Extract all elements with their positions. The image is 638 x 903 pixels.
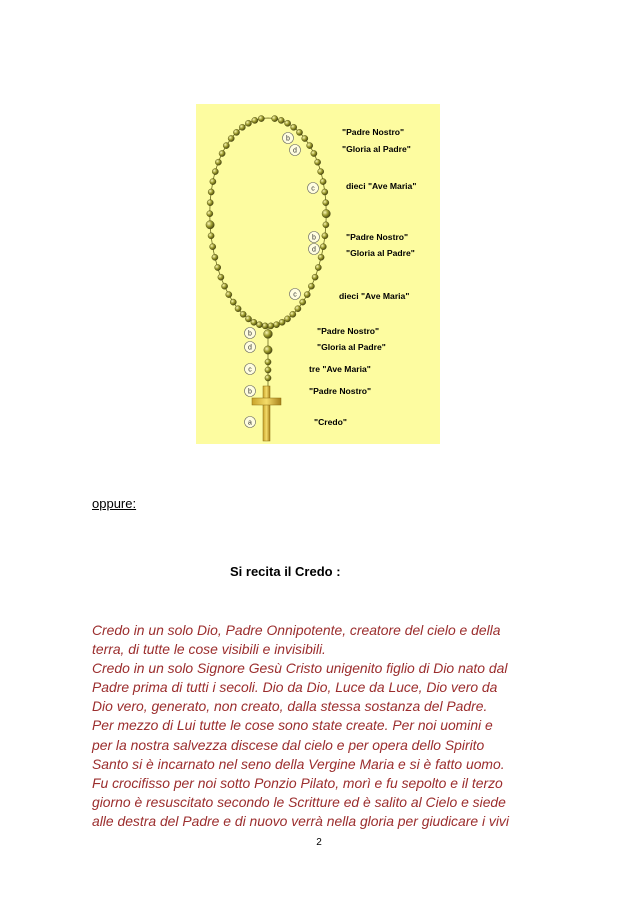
ave-maria-bead [210, 179, 216, 185]
label-padre-nostro-1: "Padre Nostro" [342, 127, 405, 137]
prayer-line: Credo in un solo Signore Gesù Cristo unigenito figlio di Dio nato dal [92, 660, 508, 677]
ave-maria-bead [230, 299, 236, 305]
ave-maria-bead [262, 323, 268, 329]
prayer-line: terra, di tutte le cose visibili e invisibili. [92, 641, 326, 658]
marker-label: d [293, 147, 297, 155]
ave-maria-bead [208, 233, 214, 239]
marker-label: b [312, 234, 316, 242]
prayer-line: Credo in un solo Dio, Padre Onnipotente, creatore del cielo e della [92, 622, 501, 638]
ave-maria-bead [212, 254, 218, 260]
marker-b [245, 386, 256, 397]
marker-label: c [311, 185, 315, 193]
prayer-line: Padre prima di tutti i secoli. Dio da Dio, Luce da Luce, Dio vero da [92, 679, 498, 696]
marker-label: d [312, 246, 316, 254]
ave-maria-bead [258, 116, 264, 122]
ave-maria-bead [315, 264, 321, 270]
ave-maria-bead [215, 264, 221, 270]
prayer-line: alle destra del Padre e di nuovo verrà nella gloria per giudicare i vivi [92, 812, 509, 829]
label-tre-ave-maria: tre "Ave Maria" [309, 364, 371, 374]
prayer-line: Fu crocifisso per noi sotto Ponzio Pilato, morì e fu sepolto e il terzo [92, 774, 503, 791]
marker-d [245, 342, 256, 353]
marker-label: c [293, 291, 297, 299]
ave-maria-bead [212, 169, 218, 175]
ave-maria-bead [265, 367, 271, 373]
ave-maria-bead [311, 150, 317, 156]
marker-label: b [286, 135, 290, 143]
ave-maria-bead [252, 117, 258, 123]
ave-maria-bead [295, 306, 301, 312]
prayer-line: Per mezzo di Lui tutte le cose sono state create. Per noi uomini e [92, 717, 493, 734]
marker-label: c [248, 366, 252, 374]
ave-maria-bead [265, 375, 271, 381]
label-dieci-ave-maria-2: dieci "Ave Maria" [339, 291, 410, 301]
ave-maria-bead [222, 283, 228, 289]
crucifix-icon [252, 386, 281, 441]
ave-maria-bead [291, 124, 297, 130]
prayer-line: Dio vero, generato, non creato, dalla stessa sostanza del Padre. [92, 698, 488, 715]
ave-maria-bead [215, 159, 221, 165]
ave-maria-bead [290, 311, 296, 317]
prayer-line: per la nostra salvezza discese dal cielo e per opera dello Spirito [92, 736, 485, 753]
ave-maria-bead [302, 135, 308, 141]
ave-maria-bead [207, 200, 213, 206]
ave-maria-bead [219, 150, 225, 156]
ave-maria-bead [278, 117, 284, 123]
ave-maria-bead [223, 143, 229, 149]
label-credo: "Credo" [314, 417, 347, 427]
marker-label: b [248, 330, 252, 338]
ave-maria-bead [323, 200, 329, 206]
marker-d [290, 145, 301, 156]
label-gloria-al-padre-1: "Gloria al Padre" [342, 144, 411, 154]
ave-maria-bead [208, 189, 214, 195]
ave-maria-bead [307, 143, 313, 149]
page-number: 2 [316, 837, 322, 848]
prayer-line: giorno è resuscitato secondo le Scritture ed è salito al Cielo e siede [92, 793, 506, 810]
label-padre-nostro-3: "Padre Nostro" [317, 326, 380, 336]
ave-maria-bead [233, 129, 239, 135]
ave-maria-bead [265, 359, 271, 365]
ave-maria-bead [312, 274, 318, 280]
ave-maria-bead [315, 159, 321, 165]
ave-maria-bead [320, 244, 326, 250]
ave-maria-bead [268, 323, 274, 329]
ave-maria-bead [239, 124, 245, 130]
ave-maria-bead [296, 129, 302, 135]
ave-maria-bead [318, 169, 324, 175]
ave-maria-bead [228, 135, 234, 141]
marker-b [245, 328, 256, 339]
label-gloria-al-padre-3: "Gloria al Padre" [317, 342, 386, 352]
padre-nostro-bead [264, 346, 272, 354]
padre-nostro-bead [322, 210, 330, 218]
marker-b [283, 133, 294, 144]
rosary-diagram [196, 104, 440, 444]
ave-maria-bead [235, 306, 241, 312]
marker-d [309, 244, 320, 255]
ave-maria-bead [226, 292, 232, 298]
ave-maria-bead [320, 179, 326, 185]
ave-maria-bead [245, 316, 251, 322]
ave-maria-bead [272, 116, 278, 122]
padre-nostro-bead [206, 221, 214, 229]
marker-label: d [248, 344, 252, 352]
label-gloria-al-padre-2: "Gloria al Padre" [346, 248, 415, 258]
marker-a [245, 417, 256, 428]
oppure-text: oppure: [92, 496, 137, 511]
ave-maria-bead [245, 120, 251, 126]
ave-maria-bead [207, 211, 213, 217]
ave-maria-bead [210, 244, 216, 250]
marker-label: b [248, 388, 252, 396]
section-heading: Si recita il Credo : [230, 564, 341, 579]
label-padre-nostro-2: "Padre Nostro" [346, 232, 409, 242]
prayer-line: Santo si è incarnato nel seno della Vergine Maria e si è fatto uomo. [92, 755, 505, 772]
ave-maria-bead [273, 322, 279, 328]
marker-c [308, 183, 319, 194]
ave-maria-bead [318, 254, 324, 260]
ave-maria-bead [218, 274, 224, 280]
ave-maria-bead [285, 120, 291, 126]
prayer-credo [92, 621, 552, 831]
ave-maria-bead [279, 319, 285, 325]
ave-maria-bead [308, 283, 314, 289]
marker-b [309, 232, 320, 243]
marker-c [290, 289, 301, 300]
label-dieci-ave-maria-1: dieci "Ave Maria" [346, 181, 417, 191]
ave-maria-bead [251, 319, 257, 325]
junction-bead [264, 330, 273, 339]
ave-maria-bead [256, 322, 262, 328]
ave-maria-bead [284, 316, 290, 322]
label-padre-nostro-4: "Padre Nostro" [309, 386, 372, 396]
ave-maria-bead [323, 222, 329, 228]
ave-maria-bead [304, 292, 310, 298]
ave-maria-bead [300, 299, 306, 305]
marker-c [245, 364, 256, 375]
ave-maria-bead [322, 189, 328, 195]
marker-label: a [248, 419, 252, 427]
ave-maria-bead [240, 311, 246, 317]
ave-maria-bead [322, 233, 328, 239]
